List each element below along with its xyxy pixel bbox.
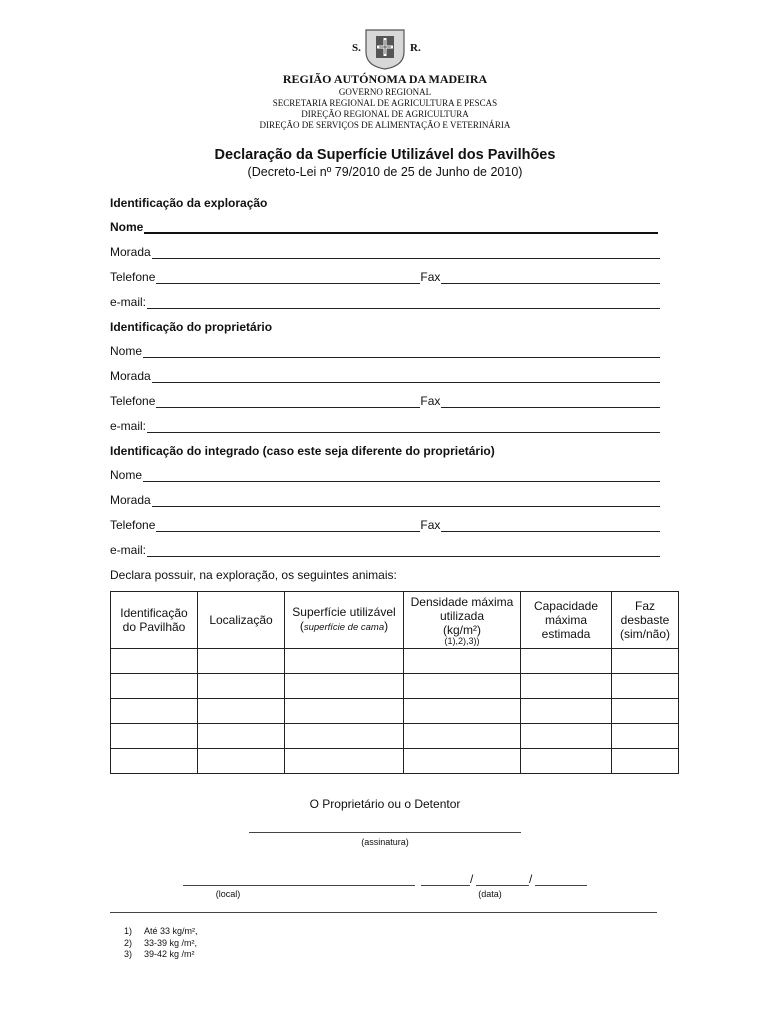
table-cell[interactable] [285, 674, 404, 699]
field-label: Fax [420, 394, 441, 408]
table-cell[interactable] [521, 749, 612, 774]
col-superficie: Superfície utilizável (superfície de cama) [285, 592, 404, 649]
exploracao-email-field[interactable] [110, 295, 660, 309]
morada-line[interactable] [152, 371, 660, 383]
crest-row [0, 28, 770, 72]
header-line: GOVERNO REGIONAL [338, 87, 432, 97]
table-cell[interactable] [111, 724, 198, 749]
field-label: e-mail: [110, 543, 147, 557]
document-subtitle: (Decreto-Lei nº 79/2010 de 25 de Junho de 2010) [247, 165, 523, 179]
table-cell[interactable] [285, 749, 404, 774]
email-line[interactable] [147, 421, 660, 433]
table-cell[interactable] [198, 724, 285, 749]
field-label: Telefone [110, 394, 156, 408]
table-cell[interactable] [521, 674, 612, 699]
section-proprietario-heading: Identificação do proprietário [110, 320, 273, 334]
col-superficie-sub: superfície de cama [303, 622, 385, 633]
col-densidade [404, 592, 521, 649]
fax-line[interactable] [441, 520, 660, 532]
field-label: Nome [110, 344, 143, 358]
table-cell[interactable] [198, 649, 285, 674]
table-cell[interactable] [521, 699, 612, 724]
footnote-item [110, 926, 198, 938]
table-row [111, 699, 679, 724]
animals-table [110, 591, 679, 774]
table-cell[interactable] [198, 699, 285, 724]
date-day-line[interactable] [421, 885, 470, 886]
field-label: e-mail: [110, 419, 147, 433]
col-densidade-unit: (kg/m²) [443, 622, 481, 637]
proprietario-telefone-fax-field[interactable] [110, 394, 660, 408]
table-header-row [111, 592, 679, 649]
proprietario-email-field[interactable] [110, 419, 660, 433]
field-label: Telefone [110, 270, 156, 284]
table-cell[interactable] [612, 699, 679, 724]
date-separator: / [470, 872, 474, 886]
date-year-line[interactable] [535, 885, 587, 886]
table-cell[interactable] [285, 699, 404, 724]
nome-line[interactable] [144, 221, 658, 234]
col-identificacao: Identificação do Pavilhão [111, 592, 198, 649]
footnote-num: 1) [123, 926, 132, 936]
field-label: Fax [420, 270, 441, 284]
local-line[interactable] [183, 885, 415, 886]
section-integrado-heading: Identificação do integrado (caso este seja diferente do proprietário) [110, 444, 495, 458]
nome-line[interactable] [143, 470, 660, 482]
footnote-divider [110, 912, 657, 913]
date-month-line[interactable] [476, 885, 529, 886]
table-cell[interactable] [198, 674, 285, 699]
footnote-item [110, 938, 198, 950]
header-line: DIREÇÃO REGIONAL DE AGRICULTURA [301, 109, 469, 119]
table-cell[interactable] [404, 724, 521, 749]
crest-letter-right: R. [410, 42, 421, 54]
header-line: SECRETARIA REGIONAL DE AGRICULTURA E PESCAS [272, 98, 498, 108]
integrado-nome-field[interactable] [110, 468, 660, 482]
footnote-item [110, 949, 198, 961]
integrado-morada-field[interactable] [110, 493, 660, 507]
footnote-num: 2) [123, 937, 132, 948]
exploracao-morada-field[interactable] [110, 245, 660, 259]
exploracao-nome-field[interactable] [110, 220, 658, 234]
field-label: e-mail: [110, 295, 147, 309]
table-cell[interactable] [404, 674, 521, 699]
telefone-line[interactable] [156, 520, 420, 532]
fax-line[interactable] [441, 272, 660, 284]
email-line[interactable] [147, 545, 660, 557]
telefone-line[interactable] [156, 396, 420, 408]
date-separator: / [529, 872, 533, 886]
fax-line[interactable] [441, 396, 660, 408]
table-row [111, 749, 679, 774]
footnote-text: Até 33 kg/m², [144, 926, 198, 936]
nome-line[interactable] [143, 346, 660, 358]
footnotes [110, 926, 198, 961]
crest-letter-left: S. [352, 42, 361, 54]
declara-text: Declara possuir, na exploração, os seguintes animais: [110, 568, 397, 582]
table-cell[interactable] [111, 674, 198, 699]
table-cell[interactable] [404, 649, 521, 674]
table-cell[interactable] [198, 749, 285, 774]
field-label: Morada [110, 245, 151, 259]
field-label: Fax [420, 518, 441, 532]
proprietario-morada-field[interactable] [110, 369, 660, 383]
table-cell[interactable] [521, 649, 612, 674]
email-line[interactable] [147, 297, 660, 309]
col-superficie-label: Superfície utilizável [292, 605, 396, 619]
footnote-num: 3) [123, 949, 132, 959]
assinatura-caption: (assinatura) [361, 837, 409, 847]
field-label: Morada [110, 369, 151, 383]
col-densidade-note: (1),2),3)) [444, 635, 480, 646]
table-cell[interactable] [285, 724, 404, 749]
footnote-text: 33-39 kg /m², [144, 937, 198, 948]
table-row [111, 649, 679, 674]
coat-of-arms-icon [364, 28, 406, 70]
signature-line[interactable] [249, 832, 521, 833]
exploracao-telefone-fax-field[interactable] [110, 270, 660, 284]
table-cell[interactable] [404, 749, 521, 774]
col-densidade-label: Densidade máxima utilizada [410, 594, 514, 623]
footnote-text: 39-42 kg /m² [144, 949, 195, 959]
morada-line[interactable] [152, 247, 660, 259]
table-cell[interactable] [111, 649, 198, 674]
morada-line[interactable] [152, 495, 660, 507]
header-lines [0, 87, 770, 131]
table-cell[interactable] [111, 749, 198, 774]
section-exploracao-heading: Identificação da exploração [110, 196, 268, 210]
integrado-telefone-fax-field[interactable] [110, 518, 660, 532]
table-cell[interactable] [521, 724, 612, 749]
table-cell[interactable] [612, 649, 679, 674]
telefone-line[interactable] [156, 272, 420, 284]
table-cell[interactable] [404, 699, 521, 724]
field-label: Morada [110, 493, 151, 507]
integrado-email-field[interactable] [110, 543, 660, 557]
table-cell[interactable] [612, 674, 679, 699]
table-cell[interactable] [111, 699, 198, 724]
table-cell[interactable] [612, 749, 679, 774]
table-row [111, 724, 679, 749]
field-label: Nome [110, 220, 144, 234]
region-title: REGIÃO AUTÓNOMA DA MADEIRA [282, 72, 488, 86]
header-line: DIREÇÃO DE SERVIÇOS DE ALIMENTAÇÃO E VETERINÁRIA [259, 120, 511, 130]
table-row [111, 674, 679, 699]
field-label: Telefone [110, 518, 156, 532]
signature-label: O Proprietário ou o Detentor [309, 797, 461, 811]
table-cell[interactable] [285, 649, 404, 674]
document-title: Declaração da Superfície Utilizável dos Pavilhões [214, 147, 556, 163]
field-label: Nome [110, 468, 143, 482]
local-caption: (local) [215, 889, 241, 899]
col-localizacao: Localização [198, 592, 285, 649]
col-desbaste: Faz desbaste (sim/não) [612, 592, 679, 649]
table-cell[interactable] [612, 724, 679, 749]
col-capacidade: Capacidade máxima estimada [521, 592, 612, 649]
data-caption: (data) [478, 889, 502, 899]
proprietario-nome-field[interactable] [110, 344, 660, 358]
